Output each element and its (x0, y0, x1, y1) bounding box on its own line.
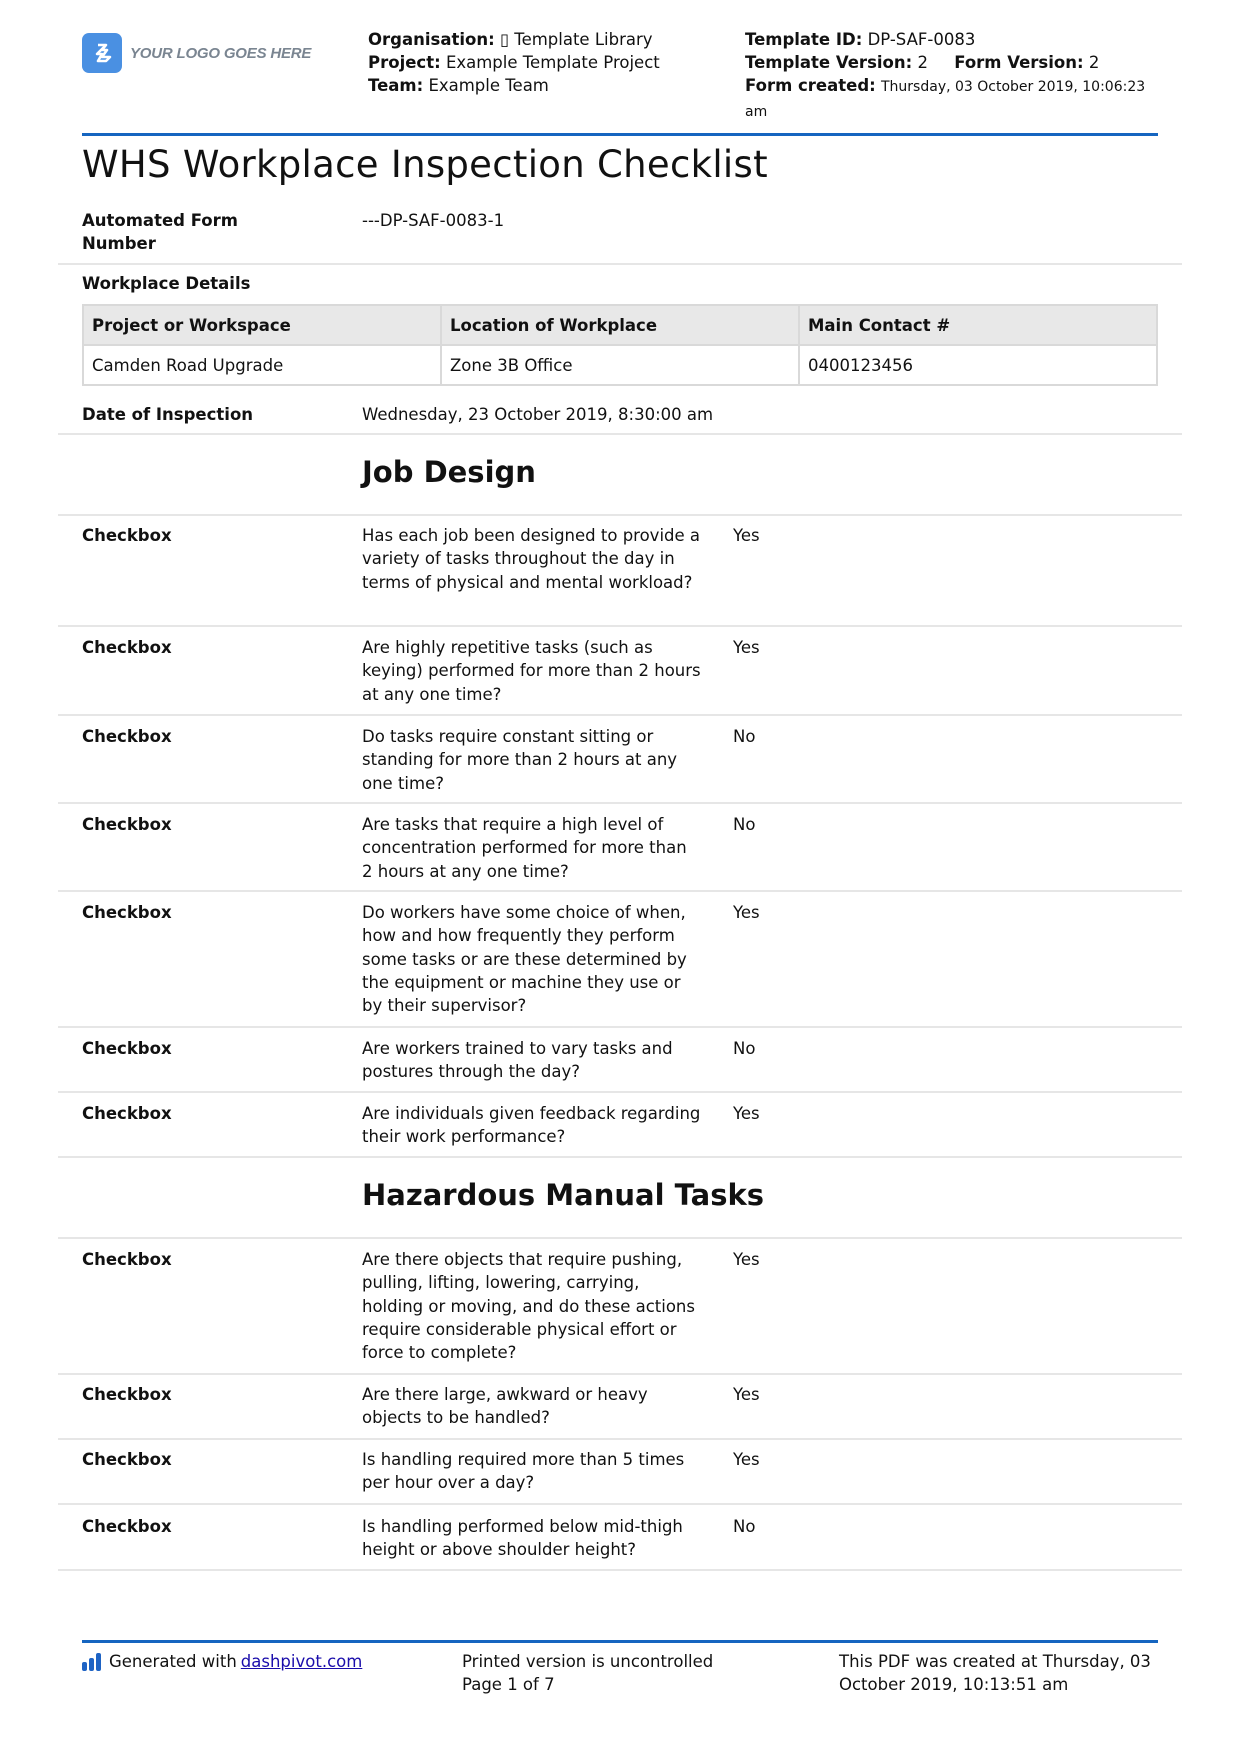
checklist-item (58, 1028, 1182, 1093)
inspection-date-label: Date of Inspection (82, 405, 254, 424)
item-question: Is handling performed below mid-thigh height or above shoulder height? (362, 1517, 683, 1560)
inspection-date-row (58, 400, 1182, 435)
uncontrolled-notice: Printed version is uncontrolled (462, 1652, 714, 1671)
form-number-row (58, 207, 1182, 265)
item-question: Are there large, awkward or heavy objects to be handled? (362, 1385, 648, 1428)
column-header: Project or Workspace (83, 305, 441, 345)
item-label: Checkbox (82, 815, 172, 834)
footer-generated (82, 1650, 362, 1673)
header-org-info (368, 28, 728, 97)
item-label: Checkbox (82, 638, 172, 657)
logo (82, 33, 311, 73)
template-id-label: Template ID: (745, 30, 863, 49)
checklist-item (58, 1505, 1182, 1571)
template-id-value: DP-SAF-0083 (867, 30, 976, 49)
template-version-label: Template Version: (745, 53, 913, 72)
item-question: Are workers trained to vary tasks and postures through the day? (362, 1039, 673, 1082)
inspection-date-value: Wednesday, 23 October 2019, 8:30:00 am (362, 405, 714, 424)
organisation-label: Organisation: (368, 30, 495, 49)
item-question: Do tasks require constant sitting or standing for more than 2 hours at any one time? (362, 727, 678, 793)
form-version-value: 2 (1088, 53, 1100, 72)
item-label: Checkbox (82, 727, 172, 746)
checklist-item (58, 1239, 1182, 1375)
checklist-item (58, 716, 1182, 804)
checklist-item (58, 892, 1182, 1028)
item-label: Checkbox (82, 1385, 172, 1404)
header-divider (82, 133, 1158, 136)
checklist-item (58, 516, 1182, 627)
item-answer: No (733, 1517, 756, 1536)
section-header-job-design (58, 435, 1182, 516)
item-label: Checkbox (82, 1039, 172, 1058)
form-created-value: Thursday, 03 October 2019, 10:06:23 am (745, 79, 1146, 120)
section-header-hazardous-manual-tasks (58, 1158, 1182, 1239)
team-value: Example Team (428, 76, 549, 95)
form-number-value: ---DP-SAF-0083-1 (362, 211, 505, 230)
table-header-row (83, 305, 1157, 345)
dashpivot-bars-icon (82, 1653, 101, 1671)
item-answer: Yes (733, 638, 760, 657)
footer-divider (82, 1640, 1158, 1643)
workplace-details-label: Workplace Details (82, 274, 251, 293)
section-title: Job Design (362, 455, 536, 489)
column-header: Location of Workplace (441, 305, 799, 345)
item-answer: No (733, 815, 756, 834)
page-header (82, 28, 1158, 132)
project-label: Project: (368, 53, 441, 72)
page-title: WHS Workplace Inspection Checklist (82, 143, 768, 186)
logo-icon (82, 33, 122, 73)
checklist-item (58, 1093, 1182, 1158)
checklist-item (58, 1440, 1182, 1505)
footer-middle (462, 1650, 713, 1696)
item-question: Is handling required more than 5 times per hour over a day? (362, 1450, 685, 1493)
form-number-label: Automated Form Number (82, 211, 238, 253)
table-cell: Camden Road Upgrade (83, 345, 441, 385)
form-version-label: Form Version: (954, 53, 1084, 72)
table-cell: Zone 3B Office (441, 345, 799, 385)
table-cell: 0400123456 (799, 345, 1157, 385)
item-answer: No (733, 727, 756, 746)
item-answer: Yes (733, 903, 760, 922)
form-created-label: Form created: (745, 76, 876, 95)
logo-text: YOUR LOGO GOES HERE (130, 44, 312, 62)
item-question: Are tasks that require a high level of concentration performed for more than 2 hours at any one time? (362, 815, 687, 881)
table-row (83, 345, 1157, 385)
header-template-info (745, 28, 1165, 124)
item-label: Checkbox (82, 1450, 172, 1469)
item-question: Do workers have some choice of when, how and how frequently they perform some tasks or are these determined by the equipment or machine they use or by their supervisor? (362, 903, 687, 1016)
checklist-item (58, 627, 1182, 716)
column-header: Main Contact # (799, 305, 1157, 345)
item-question: Are highly repetitive tasks (such as keying) performed for more than 2 hours at any one time? (362, 638, 701, 704)
pdf-created-text: This PDF was created at Thursday, 03 October 2019, 10:13:51 am (839, 1652, 1151, 1694)
item-label: Checkbox (82, 1104, 172, 1123)
item-answer: Yes (733, 1385, 760, 1404)
building-icon: ▯ (499, 30, 510, 49)
item-answer: Yes (733, 1450, 760, 1469)
item-question: Are individuals given feedback regarding their work performance? (362, 1104, 701, 1147)
item-question: Has each job been designed to provide a variety of tasks throughout the day in terms of physical and mental workload? (362, 526, 701, 592)
checklist-item (58, 804, 1182, 892)
item-label: Checkbox (82, 1517, 172, 1536)
team-label: Team: (368, 76, 424, 95)
workplace-details-table (82, 304, 1158, 386)
template-version-value: 2 (917, 53, 928, 72)
item-answer: Yes (733, 1104, 760, 1123)
item-answer: Yes (733, 1250, 760, 1269)
item-question: Are there objects that require pushing, pulling, lifting, lowering, carrying, holding or moving, and do these actions require considerable physical effort or force to complete? (362, 1250, 695, 1363)
item-label: Checkbox (82, 526, 172, 545)
generated-text: Generated with (109, 1652, 237, 1671)
project-value: Example Template Project (445, 53, 660, 72)
checklist-item (58, 1375, 1182, 1440)
organisation-value: Template Library (509, 30, 653, 49)
section-title: Hazardous Manual Tasks (362, 1178, 765, 1212)
page-number: Page 1 of 7 (462, 1675, 555, 1694)
item-label: Checkbox (82, 1250, 172, 1269)
item-answer: No (733, 1039, 756, 1058)
dashpivot-link[interactable]: dashpivot.com (240, 1652, 363, 1671)
item-label: Checkbox (82, 903, 172, 922)
item-answer: Yes (733, 526, 760, 545)
